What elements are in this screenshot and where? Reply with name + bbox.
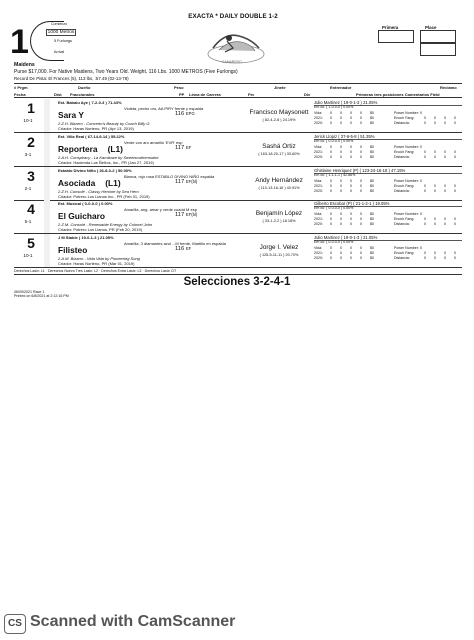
stat-value: 0: [330, 217, 332, 221]
stats-block: [314, 111, 462, 127]
stat-value: 0: [340, 222, 342, 226]
stat-value: 0: [360, 184, 362, 188]
stat-value: 0: [350, 145, 352, 149]
owner: J M Stable ( 19-0-1-3 ) 21.05%: [58, 235, 114, 240]
stat-value: 0: [444, 256, 446, 260]
stat-label: 2021:: [314, 150, 323, 154]
silks-colors: Violeta, pecho oro, AA PIRY frente y espalda: [124, 106, 204, 111]
stat-value: 0: [360, 246, 362, 250]
stat-mid-label: Power Number: 0: [394, 246, 422, 250]
col-fraccionales: Fraccionales: [70, 92, 95, 97]
owner: Est. Babalu Aye ( 7-2-0-3 ) 71.43%: [58, 100, 122, 105]
breeder: Criador: Haras Norteno, PR (Apr 13, 2019): [58, 126, 134, 131]
morning-line-odds: 10-1: [23, 253, 33, 258]
row-stripe: [44, 167, 50, 200]
stat-mid-label: Distancia:: [394, 256, 410, 260]
stat-value: 0: [424, 217, 426, 221]
stat-value: 0: [434, 251, 436, 255]
horse-name: El Guicharo: [58, 211, 106, 221]
stat-value: 0: [454, 256, 456, 260]
stat-value: 0: [360, 256, 362, 260]
entry-row: [14, 234, 462, 268]
breeding: 2.A.H. Conspiracy - La Kamikaze by Sweetsouthernsaint: [58, 155, 159, 160]
purse-line: Purse $17,000. For Native Maidens, Two Years Old. Weight, 116 Lbs. 1000 METROS (Five Furlongs): [14, 69, 238, 75]
breeding: 2.Z.H. Bizarro - Concerto's Beauty by Coach Billy G.: [58, 121, 151, 126]
footer-printed: Printed on 6/8/2021 at 2:12:16 PM: [14, 294, 69, 298]
jockey-stats: ( 163-18-20-17 ) 33.60%: [258, 152, 300, 156]
program-number: 3: [27, 168, 35, 184]
stat-value: 0: [424, 155, 426, 159]
stat-value: 0: [340, 111, 342, 115]
stat-mid-label: Enoch Fang:: [394, 150, 415, 154]
stat-value: 0: [454, 155, 456, 159]
stat-value: 0: [424, 121, 426, 125]
distance-start-label: Comienzo: [50, 22, 68, 26]
trainer: Gilberto Escobar (P) ( 21-1-2-1 ) 19.05%: [314, 201, 462, 207]
weight-equipment: 116 EPG: [175, 111, 195, 117]
stat-value: 0: [360, 150, 362, 154]
stat-value: 0: [444, 155, 446, 159]
jockey-name: Sashá Ortiz: [262, 143, 296, 150]
stat-value: 0: [360, 222, 362, 226]
camscanner-logo-icon: CS: [4, 614, 26, 634]
stat-value: 0: [424, 256, 426, 260]
stat-value: 0: [444, 121, 446, 125]
program-number: 2: [27, 134, 35, 150]
stat-label: 2021:: [314, 116, 323, 120]
stat-label: Vida:: [314, 111, 323, 115]
stat-value: 0: [340, 150, 342, 154]
stat-label: Vida:: [314, 212, 323, 216]
program-number: 1: [27, 100, 35, 116]
breeding: 2.Z.M. Consolé - Renewable Energy by Colonel John: [58, 222, 153, 227]
selections: Selecciones 3-2-4-1: [183, 276, 291, 288]
col-pp: PP: [179, 92, 185, 97]
silks-colors: Verde con aro amarillo 'EVR' esp: [124, 140, 183, 145]
stat-value: $0: [370, 116, 374, 120]
lasix-footnote: Derechos Lasix: L1 · Derechos Nuevo Tres Lasix: L2 · Derechos Extra Lasix: L3 · Derechos Lasix: DT: [14, 269, 462, 275]
stat-value: 0: [330, 251, 332, 255]
stat-value: 0: [434, 116, 436, 120]
stat-value: 0: [340, 212, 342, 216]
stat-value: $0: [370, 145, 374, 149]
place-label: Place: [425, 25, 437, 30]
stat-value: 0: [360, 189, 362, 193]
stat-value: 0: [340, 121, 342, 125]
stats-block: [314, 246, 462, 262]
stat-mid-label: Distancia:: [394, 189, 410, 193]
col-prgm: # Prgm: [14, 85, 28, 90]
stat-value: 0: [350, 184, 352, 188]
row-stripe: [44, 200, 50, 233]
morning-line-odds: 2-1: [24, 186, 32, 191]
jockey-name: Francisco Maysonett: [249, 109, 309, 116]
stat-value: 0: [454, 251, 456, 255]
breeding: 2.A.M. Bizarro - Vida Vida by Pioneering Song: [58, 256, 140, 261]
stat-value: 0: [350, 222, 352, 226]
stat-value: 0: [350, 179, 352, 183]
stat-mid-label: Distancia:: [394, 222, 410, 226]
stat-value: $0: [370, 212, 374, 216]
stat-value: 0: [340, 246, 342, 250]
trainer-stats: Em cú: ( 0-0-0-0 ) 0.00%: [314, 139, 354, 143]
row-stripe: [44, 234, 50, 267]
stat-value: 0: [434, 150, 436, 154]
trainer: Jerick Llopiz ( 37-6-5-8 ) 51.35%: [314, 134, 462, 140]
stat-mid-label: Enoch Fang:: [394, 251, 415, 255]
stat-mid-label: Distancia:: [394, 155, 410, 159]
jockey-stats: ( 125-5-11-11 ) 20.70%: [259, 253, 299, 257]
stat-value: 0: [454, 222, 456, 226]
morning-line-odds: 5-1: [24, 219, 32, 224]
stat-value: 0: [350, 212, 352, 216]
stat-value: 0: [330, 189, 332, 193]
entry-row: [14, 200, 462, 234]
stat-value: 0: [330, 212, 332, 216]
owner: Establo Divino Niño ( 26-8-0-2 ) 50.00%: [58, 168, 132, 173]
morning-line-odds: 10-1: [23, 118, 33, 123]
stat-value: 0: [330, 184, 332, 188]
silks-colors: Blanca, rojo rosa ESTABLO DIVINO NIÑO espalda: [124, 174, 215, 179]
stat-label: Vida:: [314, 145, 323, 149]
program-number: 5: [27, 235, 35, 251]
stat-value: 0: [350, 121, 352, 125]
stat-value: 0: [444, 184, 446, 188]
stat-value: $0: [370, 246, 374, 250]
stat-value: 0: [424, 251, 426, 255]
stat-mid-label: Enoch Fang:: [394, 184, 415, 188]
stat-value: 0: [444, 217, 446, 221]
distance-meters: 1000 Metros: [47, 30, 75, 35]
stat-value: 0: [434, 155, 436, 159]
stat-value: 0: [350, 150, 352, 154]
stat-value: 0: [360, 179, 362, 183]
stat-value: 0: [340, 251, 342, 255]
stat-label: 2021:: [314, 217, 323, 221]
trainer-stats: Em cú: ( 1-1-1-1 ) 42.86%: [314, 173, 356, 177]
entry-row: [14, 167, 462, 201]
col-reclamo: Reclamo: [440, 85, 457, 90]
stat-value: 0: [360, 121, 362, 125]
stat-value: 0: [434, 217, 436, 221]
stat-value: 0: [434, 222, 436, 226]
horse-name: Filisteo: [58, 245, 88, 255]
trainer-stats: Em cú: ( 1-0-0-0 ) 0.00%: [314, 105, 354, 109]
stat-value: 0: [350, 246, 352, 250]
horse-name: Sara Y: [58, 110, 84, 120]
stat-value: 0: [444, 251, 446, 255]
stat-mid-label: Power Number: 0: [394, 145, 422, 149]
stat-label: 2020:: [314, 222, 323, 226]
stat-value: 0: [330, 145, 332, 149]
distance-end-label: Arrival: [54, 50, 65, 54]
stat-mid-label: Enoch Fang:: [394, 116, 415, 120]
stat-label: 2021:: [314, 184, 323, 188]
col-fecha: Fecha: [14, 92, 26, 97]
stat-value: 0: [350, 155, 352, 159]
stat-value: 0: [360, 111, 362, 115]
weight-equipment: 117 EF(bl): [175, 179, 198, 185]
stat-value: 0: [444, 222, 446, 226]
breeder: Criador: Potrero Los Llanos Inc., PR (Feb 01, 2019): [58, 194, 150, 199]
row-stripe: [44, 133, 50, 166]
stat-mid-label: Power Number: 0: [394, 179, 422, 183]
stat-value: 0: [434, 184, 436, 188]
jockey-name: Andy Hernández: [255, 177, 303, 184]
stat-value: $0: [370, 217, 374, 221]
stat-value: 0: [444, 189, 446, 193]
col-peso: Peso: [174, 85, 184, 90]
stat-label: Vida:: [314, 179, 323, 183]
stat-value: 0: [340, 179, 342, 183]
breeder: Criador: Potrero Los Llanos, PR (Feb 20, 2019): [58, 227, 143, 232]
stat-value: 0: [454, 184, 456, 188]
trainer-stats: Em cú: ( 0-0-0-0 ) 0.00%: [314, 206, 354, 210]
stat-value: 0: [434, 189, 436, 193]
stat-value: 0: [330, 111, 332, 115]
stat-value: 0: [340, 189, 342, 193]
trainer-stats: Em cú: ( 0-0-0-0 ) 0.00%: [314, 240, 354, 244]
stat-value: 0: [454, 150, 456, 154]
stat-value: 0: [340, 217, 342, 221]
col-div: Div: [304, 92, 311, 97]
col-entrenador: Entrenador: [330, 85, 352, 90]
horse-name: Asociada (L1): [58, 178, 121, 188]
stat-value: 0: [444, 150, 446, 154]
jockey-stats: ( 82-4-2-8 ) 24.19%: [262, 118, 296, 122]
stat-value: $0: [370, 184, 374, 188]
lasix-tag: (L1): [107, 144, 123, 154]
stat-value: 0: [350, 111, 352, 115]
stat-value: 0: [350, 189, 352, 193]
col-primeras: Primeras tres posiciones Comentarios Field: [356, 92, 440, 97]
race-type: Maidens: [14, 62, 35, 68]
weight-equipment: 116 EF: [175, 246, 192, 252]
stat-mid-label: Enoch Fang:: [394, 217, 415, 221]
morning-line-odds: 3-1: [24, 152, 32, 157]
stat-value: 0: [350, 251, 352, 255]
stat-value: 0: [330, 222, 332, 226]
stat-value: $0: [370, 179, 374, 183]
stat-label: 2020:: [314, 121, 323, 125]
track-record: Record De Pista: El Frances (5), 113 lbs, :57.49 (02-13-78): [14, 76, 129, 81]
breeding: 2.Z.H. Consolé - Classy Heroine by Sea Hero: [58, 189, 139, 194]
trainer: Ghislaine Henriquez (P) ( 123-24-16-18 ) 47.15%: [314, 168, 462, 174]
stat-label: 2020:: [314, 155, 323, 159]
stat-value: $0: [370, 256, 374, 260]
stat-value: 0: [330, 155, 332, 159]
stat-value: 0: [340, 256, 342, 260]
stat-value: 0: [454, 189, 456, 193]
col-fin: Fin: [248, 92, 254, 97]
stat-value: 0: [340, 145, 342, 149]
stat-value: $0: [370, 222, 374, 226]
stat-label: 2020:: [314, 189, 323, 193]
entry-row: [14, 99, 462, 133]
lasix-tag: (L1): [105, 178, 121, 188]
stat-value: $0: [370, 111, 374, 115]
weight-equipment: 117 EF(bl): [175, 212, 198, 218]
silks-colors: Amarilla, 3 diamantes azul ...M frente, Martillo en espalda: [124, 241, 226, 246]
jockey-name: Jorge I. Velez: [259, 244, 299, 251]
stats-block: [314, 179, 462, 195]
stat-value: 0: [360, 145, 362, 149]
stat-mid-label: Power Number: 0: [394, 111, 422, 115]
col-linea: Línea de Carrera: [189, 92, 221, 97]
stats-block: [314, 212, 462, 228]
stat-value: 0: [330, 116, 332, 120]
stat-value: $0: [370, 121, 374, 125]
stat-value: 0: [434, 121, 436, 125]
jockey-name: Benjamín López: [255, 210, 303, 217]
stat-value: 0: [424, 222, 426, 226]
distance-furlongs: 5 Furlongs: [54, 39, 72, 43]
stat-value: 0: [360, 217, 362, 221]
stat-value: 0: [350, 256, 352, 260]
stat-value: 0: [424, 189, 426, 193]
stat-value: 0: [330, 256, 332, 260]
race-number: 1: [10, 23, 29, 61]
column-headers: [14, 83, 462, 98]
stat-value: 0: [360, 116, 362, 120]
stat-label: 2020:: [314, 256, 323, 260]
camscanner-text: Scanned with CamScanner: [30, 613, 236, 630]
weight-equipment: 117 EF: [175, 145, 192, 151]
stat-value: 0: [330, 179, 332, 183]
primera-label: Primera: [382, 25, 399, 30]
stat-value: $0: [370, 155, 374, 159]
race-title: EXACTA * DAILY DOUBLE 1-2: [188, 13, 278, 20]
stat-value: $0: [370, 150, 374, 154]
stat-value: 0: [434, 256, 436, 260]
stat-value: 0: [360, 212, 362, 216]
stat-value: 0: [360, 155, 362, 159]
stat-value: 0: [330, 150, 332, 154]
breeder: Criador: Hacienda Los Ñeños, Inc., PR (Jan 27, 2019): [58, 160, 154, 165]
stat-value: 0: [454, 121, 456, 125]
owner: Est. Musical ( 0-0-0-0 ) 0.00%: [58, 201, 113, 206]
col-dist: Dist: [54, 92, 62, 97]
jockey-stats: ( 110-13-16-16 ) 40.91%: [258, 186, 300, 190]
stat-value: 0: [350, 116, 352, 120]
stat-value: 0: [350, 217, 352, 221]
stat-value: 0: [340, 116, 342, 120]
stat-mid-label: Distancia:: [394, 121, 410, 125]
owner: Est. Villa Real ( 67-14-9-14 ) 55.22%: [58, 134, 125, 139]
silks-colors: Amarilla, ang. amar y verde cuadd M esp: [124, 207, 197, 212]
footer-race-date: 06/09/2021 Race 1: [14, 290, 45, 294]
stat-value: 0: [424, 184, 426, 188]
col-jinete: Jinete: [274, 85, 286, 90]
stat-value: $0: [370, 189, 374, 193]
row-stripe: [44, 99, 50, 132]
trainer: Julio Martinez ( 19-0-1-3 ) 21.05%: [314, 235, 462, 241]
stat-value: 0: [454, 217, 456, 221]
stat-value: 0: [340, 184, 342, 188]
stat-value: 0: [330, 246, 332, 250]
horse-name: Reportera (L1): [58, 144, 123, 154]
col-dueno: Dueño: [78, 85, 91, 90]
stat-label: 2021:: [314, 251, 323, 255]
jockey-stats: ( 33-1-2-2 ) 18.18%: [262, 219, 296, 223]
program-number: 4: [27, 201, 35, 217]
breeder: Criador: Haras Norteno, PR (Mar 01, 2019): [58, 261, 135, 266]
stats-block: [314, 145, 462, 161]
camscanner-watermark: [2, 612, 472, 636]
stat-value: 0: [330, 121, 332, 125]
stat-value: 0: [340, 155, 342, 159]
stat-value: 0: [360, 251, 362, 255]
stat-label: Vida:: [314, 246, 323, 250]
stat-mid-label: Power Number: 0: [394, 212, 422, 216]
stat-value: 0: [444, 116, 446, 120]
trainer: Julio Martinez ( 19-0-1-3 ) 21.05%: [314, 100, 462, 106]
stat-value: 0: [424, 150, 426, 154]
stat-value: 0: [454, 116, 456, 120]
entry-row: [14, 133, 462, 167]
stat-value: $0: [370, 251, 374, 255]
results-box: [366, 30, 456, 56]
stat-value: 0: [424, 116, 426, 120]
logo-caption: CAMARERO: [222, 60, 242, 64]
